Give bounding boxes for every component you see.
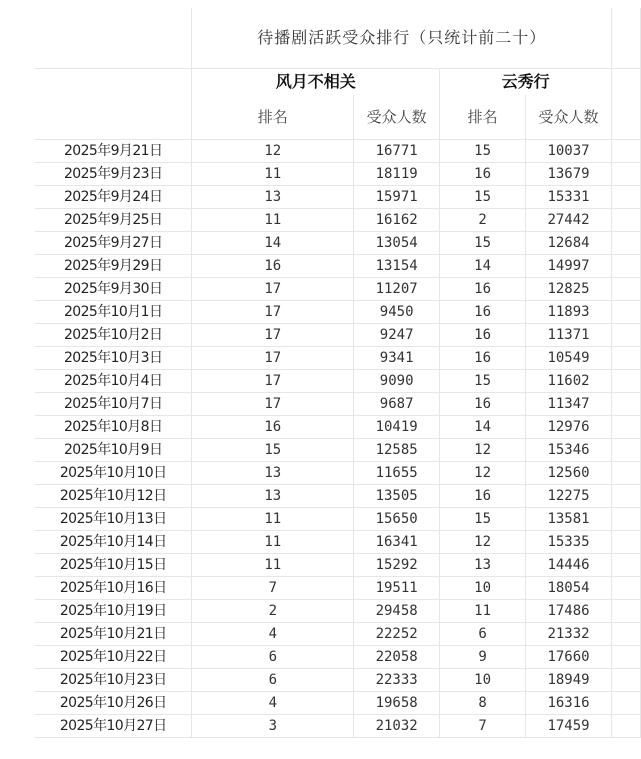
rank-cell[interactable]: 7 [192, 577, 354, 600]
table-row [35, 439, 641, 462]
audience-cell[interactable]: 11655 [354, 462, 440, 485]
table-row [35, 692, 641, 715]
date-cell[interactable]: 2025年9月30日 [35, 278, 192, 301]
audience-cell[interactable]: 12560 [526, 462, 612, 485]
rank-cell[interactable]: 11 [192, 209, 354, 232]
corner-cell[interactable] [35, 69, 192, 140]
date-cell[interactable]: 2025年10月23日 [35, 669, 192, 692]
rank-cell[interactable]: 12 [440, 439, 526, 462]
rank-cell[interactable]: 15 [440, 140, 526, 163]
audience-cell[interactable]: 13581 [526, 508, 612, 531]
rank-cell[interactable]: 14 [440, 416, 526, 439]
empty-cell[interactable] [612, 646, 641, 669]
ranking-table [35, 8, 641, 738]
audience-cell[interactable]: 14446 [526, 554, 612, 577]
rank-cell[interactable]: 14 [440, 255, 526, 278]
empty-cell[interactable] [612, 439, 641, 462]
audience-cell[interactable]: 22333 [354, 669, 440, 692]
table-row [35, 370, 641, 393]
rank-cell[interactable]: 17 [192, 324, 354, 347]
rank-cell[interactable]: 15 [440, 186, 526, 209]
audience-cell[interactable]: 18054 [526, 577, 612, 600]
audience-cell[interactable]: 10549 [526, 347, 612, 370]
rank-cell[interactable]: 16 [440, 347, 526, 370]
audience-cell[interactable]: 13505 [354, 485, 440, 508]
rank-cell[interactable]: 17 [192, 370, 354, 393]
date-cell[interactable]: 2025年10月7日 [35, 393, 192, 416]
audience-cell[interactable]: 29458 [354, 600, 440, 623]
column-header[interactable]: 受众人数 [354, 95, 440, 140]
audience-cell[interactable]: 21332 [526, 623, 612, 646]
date-cell[interactable]: 2025年10月10日 [35, 462, 192, 485]
empty-cell[interactable] [612, 669, 641, 692]
audience-cell[interactable]: 9341 [354, 347, 440, 370]
rank-cell[interactable]: 4 [192, 692, 354, 715]
rank-cell[interactable]: 15 [192, 439, 354, 462]
rank-cell[interactable]: 16 [192, 416, 354, 439]
audience-cell[interactable]: 16341 [354, 531, 440, 554]
empty-cell[interactable] [612, 554, 641, 577]
rank-cell[interactable]: 16 [192, 255, 354, 278]
column-header[interactable]: 受众人数 [526, 95, 612, 140]
rank-cell[interactable]: 16 [440, 393, 526, 416]
table-row [35, 324, 641, 347]
empty-cell[interactable] [612, 715, 641, 738]
audience-cell[interactable]: 11371 [526, 324, 612, 347]
table-row [35, 623, 641, 646]
date-cell[interactable]: 2025年10月22日 [35, 646, 192, 669]
table-row [35, 255, 641, 278]
audience-cell[interactable]: 22252 [354, 623, 440, 646]
table-row [35, 278, 641, 301]
empty-cell[interactable] [612, 531, 641, 554]
table-row [35, 554, 641, 577]
rank-cell[interactable]: 15 [440, 508, 526, 531]
table-row [35, 186, 641, 209]
audience-cell[interactable]: 12684 [526, 232, 612, 255]
table-row [35, 301, 641, 324]
audience-cell[interactable]: 15650 [354, 508, 440, 531]
table-row [35, 531, 641, 554]
date-cell[interactable]: 2025年10月27日 [35, 715, 192, 738]
table-row [35, 600, 641, 623]
empty-cell[interactable] [612, 692, 641, 715]
table-row [35, 646, 641, 669]
audience-cell[interactable]: 9450 [354, 301, 440, 324]
rank-cell[interactable]: 17 [192, 347, 354, 370]
audience-cell[interactable]: 14997 [526, 255, 612, 278]
table-row [35, 347, 641, 370]
empty-cell[interactable] [612, 301, 641, 324]
table-row [35, 416, 641, 439]
audience-cell[interactable]: 15292 [354, 554, 440, 577]
rank-cell[interactable]: 11 [192, 508, 354, 531]
audience-cell[interactable]: 12275 [526, 485, 612, 508]
empty-cell[interactable] [612, 508, 641, 531]
audience-cell[interactable]: 10419 [354, 416, 440, 439]
column-header[interactable]: 排名 [440, 95, 526, 140]
audience-cell[interactable]: 15346 [526, 439, 612, 462]
rank-cell[interactable]: 12 [192, 140, 354, 163]
rank-cell[interactable]: 12 [440, 462, 526, 485]
empty-cell[interactable] [612, 623, 641, 646]
rank-cell[interactable]: 9 [440, 646, 526, 669]
audience-cell[interactable]: 13154 [354, 255, 440, 278]
audience-cell[interactable]: 11207 [354, 278, 440, 301]
rank-cell[interactable]: 17 [192, 393, 354, 416]
table-title[interactable]: 待播剧活跃受众排行（只统计前二十） [192, 8, 612, 69]
audience-cell[interactable]: 27442 [526, 209, 612, 232]
rank-cell[interactable]: 8 [440, 692, 526, 715]
rank-cell[interactable]: 13 [192, 485, 354, 508]
date-cell[interactable]: 2025年10月8日 [35, 416, 192, 439]
table-row [35, 140, 641, 163]
rank-cell[interactable]: 16 [440, 324, 526, 347]
empty-cell[interactable] [612, 577, 641, 600]
rank-cell[interactable]: 11 [192, 554, 354, 577]
empty-cell[interactable] [612, 232, 641, 255]
audience-cell[interactable]: 9687 [354, 393, 440, 416]
table-row [35, 462, 641, 485]
date-cell[interactable]: 2025年9月29日 [35, 255, 192, 278]
empty-cell[interactable] [612, 209, 641, 232]
date-cell[interactable]: 2025年9月27日 [35, 232, 192, 255]
audience-cell[interactable]: 12825 [526, 278, 612, 301]
rank-cell[interactable]: 11 [192, 531, 354, 554]
date-cell[interactable]: 2025年10月4日 [35, 370, 192, 393]
audience-cell[interactable]: 17459 [526, 715, 612, 738]
audience-cell[interactable]: 15335 [526, 531, 612, 554]
table-row [35, 209, 641, 232]
table-row [35, 715, 641, 738]
empty-cell[interactable] [612, 370, 641, 393]
empty-cell[interactable] [612, 163, 641, 186]
rank-cell[interactable]: 11 [440, 600, 526, 623]
rank-cell[interactable]: 15 [440, 370, 526, 393]
rank-cell[interactable]: 14 [192, 232, 354, 255]
rank-cell[interactable]: 7 [440, 715, 526, 738]
date-cell[interactable]: 2025年10月15日 [35, 554, 192, 577]
rank-cell[interactable]: 17 [192, 278, 354, 301]
date-cell[interactable]: 2025年10月14日 [35, 531, 192, 554]
rank-cell[interactable]: 12 [440, 531, 526, 554]
table-row [35, 485, 641, 508]
table-row [35, 508, 641, 531]
rank-cell[interactable]: 16 [440, 278, 526, 301]
empty-cell[interactable] [612, 393, 641, 416]
audience-cell[interactable]: 16771 [354, 140, 440, 163]
empty-cell[interactable] [612, 69, 641, 96]
date-cell[interactable]: 2025年9月21日 [35, 140, 192, 163]
audience-cell[interactable]: 11347 [526, 393, 612, 416]
audience-cell[interactable]: 16316 [526, 692, 612, 715]
table-row [35, 163, 641, 186]
audience-cell[interactable]: 12585 [354, 439, 440, 462]
audience-cell[interactable]: 18119 [354, 163, 440, 186]
show-name[interactable]: 云秀行 [440, 69, 612, 96]
empty-cell[interactable] [612, 485, 641, 508]
audience-cell[interactable]: 18949 [526, 669, 612, 692]
rank-cell[interactable]: 10 [440, 669, 526, 692]
audience-cell[interactable]: 9090 [354, 370, 440, 393]
spreadsheet [35, 8, 641, 759]
audience-cell[interactable]: 10037 [526, 140, 612, 163]
audience-cell[interactable]: 19658 [354, 692, 440, 715]
rank-cell[interactable]: 6 [440, 623, 526, 646]
rank-cell[interactable]: 17 [192, 301, 354, 324]
empty-cell[interactable] [612, 416, 641, 439]
rank-cell[interactable]: 10 [440, 577, 526, 600]
date-cell[interactable]: 2025年10月21日 [35, 623, 192, 646]
table-row [35, 393, 641, 416]
rank-cell[interactable]: 11 [192, 163, 354, 186]
empty-cell[interactable] [612, 8, 641, 69]
audience-cell[interactable]: 17660 [526, 646, 612, 669]
audience-cell[interactable]: 12976 [526, 416, 612, 439]
audience-cell[interactable]: 16162 [354, 209, 440, 232]
empty-cell[interactable] [612, 255, 641, 278]
date-cell[interactable]: 2025年9月25日 [35, 209, 192, 232]
table-row [35, 232, 641, 255]
rank-cell[interactable]: 2 [192, 600, 354, 623]
rank-cell[interactable]: 16 [440, 163, 526, 186]
audience-cell[interactable]: 17486 [526, 600, 612, 623]
rank-cell[interactable]: 15 [440, 232, 526, 255]
empty-cell[interactable] [612, 347, 641, 370]
audience-cell[interactable]: 13054 [354, 232, 440, 255]
empty-cell[interactable] [612, 186, 641, 209]
date-cell[interactable]: 2025年10月9日 [35, 439, 192, 462]
rank-cell[interactable]: 16 [440, 485, 526, 508]
column-header[interactable]: 排名 [192, 95, 354, 140]
rank-cell[interactable]: 13 [192, 462, 354, 485]
audience-cell[interactable]: 15971 [354, 186, 440, 209]
date-cell[interactable]: 2025年10月1日 [35, 301, 192, 324]
audience-cell[interactable]: 13679 [526, 163, 612, 186]
rank-cell[interactable]: 2 [440, 209, 526, 232]
show-name[interactable]: 风月不相关 [192, 69, 440, 96]
empty-cell[interactable] [612, 324, 641, 347]
table-row [35, 669, 641, 692]
rank-cell[interactable]: 16 [440, 301, 526, 324]
date-cell[interactable]: 2025年9月24日 [35, 186, 192, 209]
date-cell[interactable]: 2025年9月23日 [35, 163, 192, 186]
audience-cell[interactable]: 9247 [354, 324, 440, 347]
table-row [35, 577, 641, 600]
date-cell[interactable]: 2025年10月13日 [35, 508, 192, 531]
empty-cell[interactable] [612, 95, 641, 140]
rank-cell[interactable]: 6 [192, 646, 354, 669]
rank-cell[interactable]: 3 [192, 715, 354, 738]
audience-cell[interactable]: 15331 [526, 186, 612, 209]
rank-cell[interactable]: 13 [192, 186, 354, 209]
audience-cell[interactable]: 22058 [354, 646, 440, 669]
rank-cell[interactable]: 6 [192, 669, 354, 692]
audience-cell[interactable]: 11602 [526, 370, 612, 393]
date-cell[interactable]: 2025年10月12日 [35, 485, 192, 508]
audience-cell[interactable]: 11893 [526, 301, 612, 324]
empty-cell[interactable] [612, 140, 641, 163]
empty-cell[interactable] [612, 462, 641, 485]
audience-cell[interactable]: 19511 [354, 577, 440, 600]
empty-cell[interactable] [612, 600, 641, 623]
date-cell[interactable]: 2025年10月3日 [35, 347, 192, 370]
date-cell[interactable]: 2025年10月19日 [35, 600, 192, 623]
corner-cell[interactable] [35, 8, 192, 69]
date-cell[interactable]: 2025年10月26日 [35, 692, 192, 715]
rank-cell[interactable]: 13 [440, 554, 526, 577]
rank-cell[interactable]: 4 [192, 623, 354, 646]
audience-cell[interactable]: 21032 [354, 715, 440, 738]
empty-cell[interactable] [612, 278, 641, 301]
date-cell[interactable]: 2025年10月2日 [35, 324, 192, 347]
date-cell[interactable]: 2025年10月16日 [35, 577, 192, 600]
